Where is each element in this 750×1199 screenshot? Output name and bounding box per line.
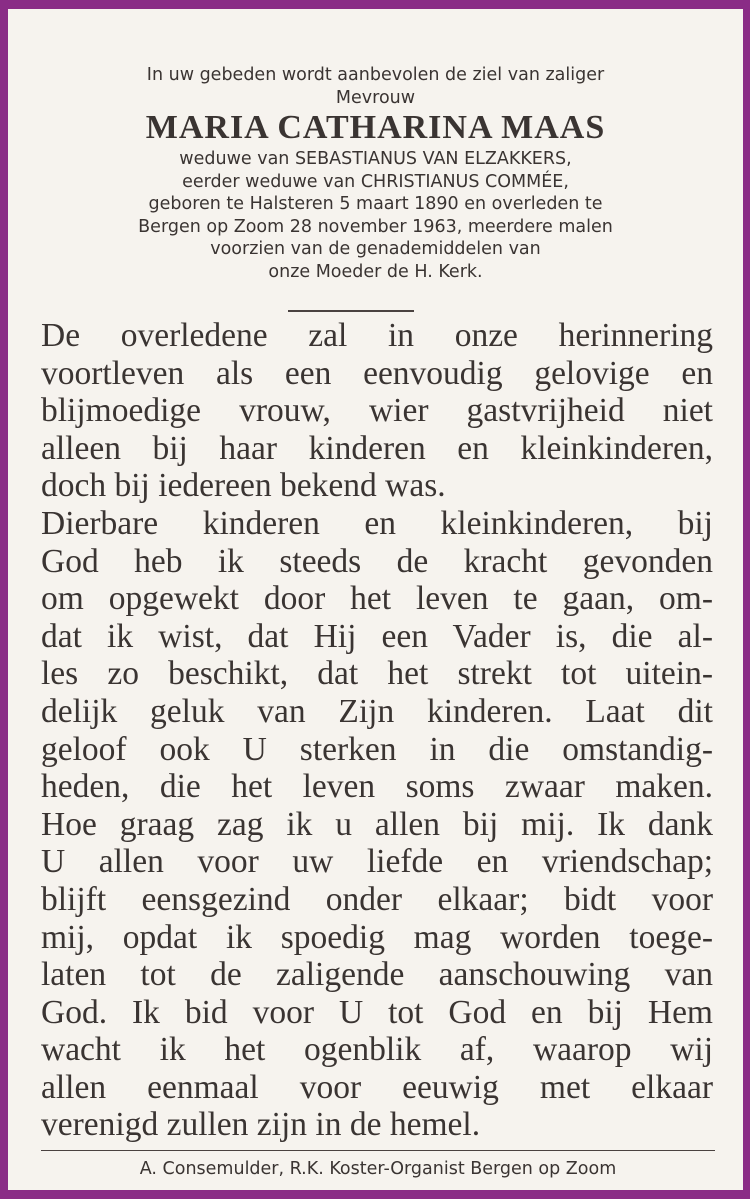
body-line: wacht ik het ogenblik af, waarop wij [41, 1031, 713, 1069]
body-line: blijmoedige vrouw, wier gastvrijheid niet [41, 392, 713, 430]
body-line: dat ik wist, dat Hij een Vader is, die al- [41, 617, 713, 655]
body-line: De overledene zal in onze herinnering [41, 317, 713, 354]
footer-divider [41, 1150, 715, 1151]
header-death: Bergen op Zoom 28 november 1963, meerdere malen [138, 216, 613, 237]
body-line: U allen voor uw liefde en vriendschap; [41, 843, 713, 881]
deceased-name: MARIA CATHARINA MAAS [145, 109, 606, 146]
body-line: heden, die het leven soms zwaar maken. [41, 768, 713, 806]
body-line: mij, opdat ik spoedig mag worden toege- [41, 918, 713, 956]
printer-credit: A. Consemulder, R.K. Koster-Organist Bergen op Zoom [139, 1159, 617, 1179]
body-line: God heb ik steeds de kracht gevonden [41, 542, 713, 580]
header-church: onze Moeder de H. Kerk. [268, 261, 483, 282]
header-birth: geboren te Halsteren 5 maart 1890 en overleden te [148, 194, 603, 214]
header-sacraments: voorzien van de genademiddelen van [210, 239, 541, 259]
card-paper [8, 9, 743, 1190]
header-divider [288, 310, 414, 312]
body-line: laten tot de zaligende aanschouwing van [41, 956, 713, 994]
body-line: allen eenmaal voor eeuwig met elkaar [41, 1068, 713, 1106]
body-line: les zo beschikt, dat het strekt tot uitein- [41, 655, 713, 693]
body-line: voortleven als een eenvoudig gelovige en [41, 354, 713, 392]
body-line: God. Ik bid voor U tot God en bij Hem [41, 993, 713, 1031]
header-earlier-widow-of: eerder weduwe van CHRISTIANUS COMMÉE, [182, 171, 569, 192]
body-line: om opgewekt door het leven te gaan, om- [41, 580, 713, 618]
header-widow-of: weduwe van SEBASTIANUS VAN ELZAKKERS, [179, 149, 572, 169]
card-header [8, 64, 743, 283]
header-title: Mevrouw [335, 87, 416, 108]
memorial-text [41, 317, 713, 1144]
body-line: delijk geluk van Zijn kinderen. Laat dit [41, 692, 713, 730]
body-line: doch bij iedereen bekend was. [41, 467, 446, 505]
body-line: blijft eensgezind onder elkaar; bidt voor [41, 880, 713, 918]
header-intro: In uw gebeden wordt aanbevolen de ziel van zaliger [146, 65, 605, 85]
body-line: Hoe graag zag ik u allen bij mij. Ik dank [41, 805, 713, 843]
body-line: alleen bij haar kinderen en kleinkinderen, [41, 429, 713, 467]
body-line: geloof ook U sterken in die omstandig- [41, 730, 713, 768]
body-line: verenigd zullen zijn in de hemel. [41, 1106, 481, 1144]
body-line: Dierbare kinderen en kleinkinderen, bij [41, 504, 713, 542]
